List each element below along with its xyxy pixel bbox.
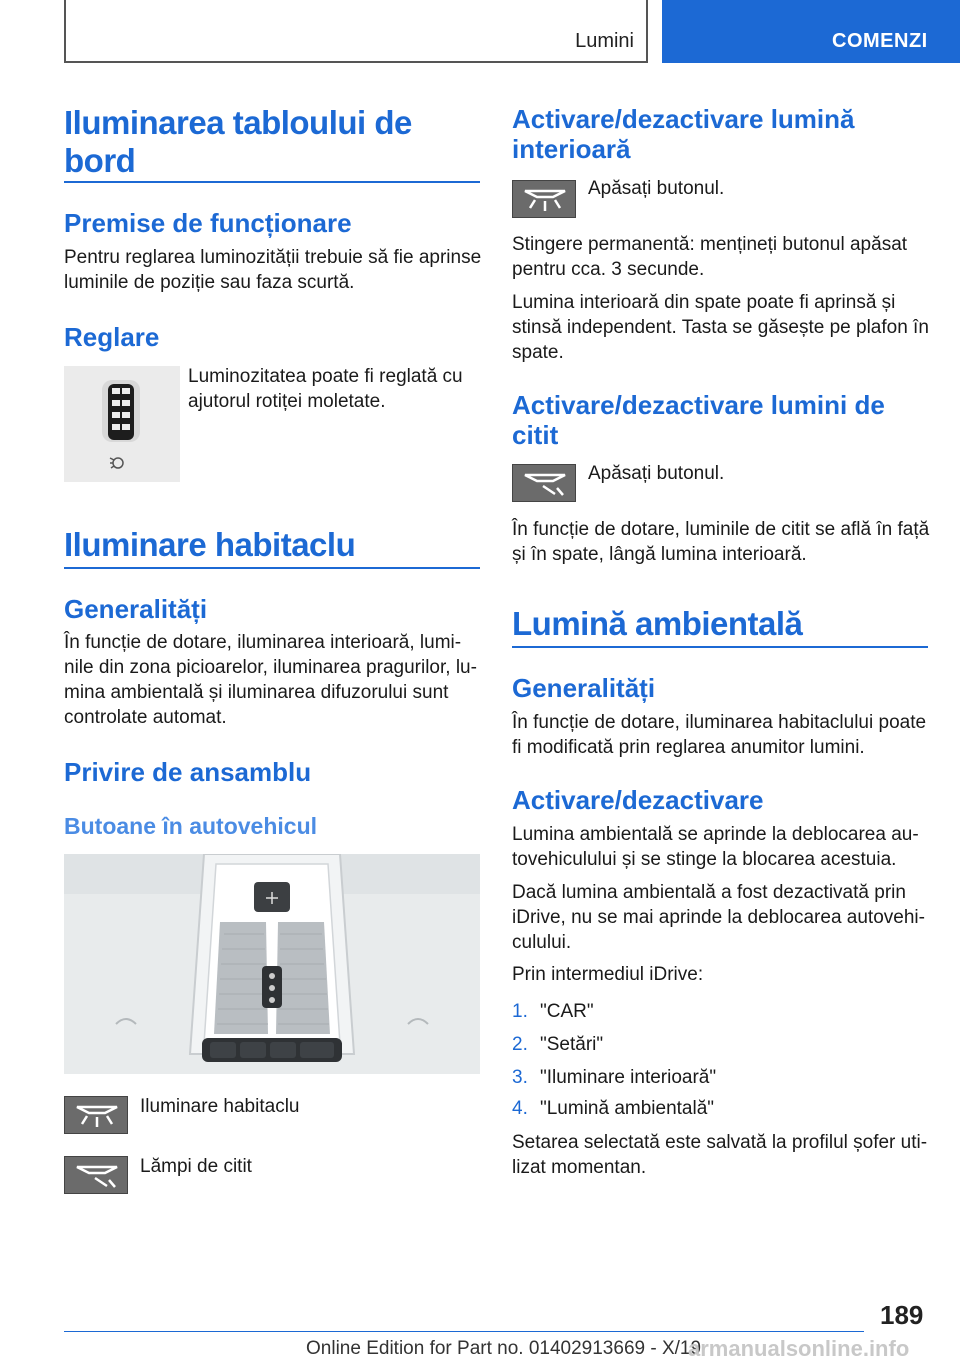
activare-text-2: Dacă lumina ambientală a fost dezactivată prin iDrive, nu se mai aprinde la deblocarea autovehi-culului. bbox=[512, 882, 925, 953]
heading-premise: Premise de funcționare bbox=[64, 208, 352, 238]
page-number: 189 bbox=[880, 1300, 924, 1330]
heading-butoane: Butoane în autovehicul bbox=[64, 813, 318, 839]
title-iluminare-habitaclu: Iluminare habitaclu bbox=[64, 526, 356, 563]
reading-light-button-icon bbox=[512, 464, 576, 502]
title-rule bbox=[64, 181, 480, 183]
icon2-label: Lămpi de citit bbox=[140, 1156, 252, 1177]
step-text: "Lumină ambientală" bbox=[540, 1098, 715, 1119]
step-text: "Setări" bbox=[540, 1034, 604, 1055]
step-number: 4. bbox=[512, 1098, 528, 1119]
step-number: 2. bbox=[512, 1034, 528, 1055]
heading-generalitati-right: Generalități bbox=[512, 673, 656, 703]
apasati-text-1: Apăsați butonul. bbox=[588, 178, 725, 199]
citit-text: În funcție de dotare, luminile de citit se află în față și în spate, lângă lumina interioară. bbox=[512, 519, 930, 565]
reading-light-icon bbox=[64, 1156, 128, 1194]
heading-privire: Privire de ansamblu bbox=[64, 757, 312, 787]
step-number: 3. bbox=[512, 1067, 528, 1088]
footer-rule bbox=[64, 1331, 864, 1332]
heading-reglare: Reglare bbox=[64, 322, 160, 352]
icon1-label: Iluminare habitaclu bbox=[140, 1096, 300, 1117]
step-text: "CAR" bbox=[540, 1001, 594, 1022]
ambientala-rule bbox=[512, 646, 928, 648]
step-number: 1. bbox=[512, 1001, 528, 1022]
heading-activare-citit: Activare/dezactivare lumini de citit bbox=[512, 390, 885, 450]
idrive-text: Prin intermediul iDrive: bbox=[512, 964, 704, 985]
habitaclu-rule bbox=[64, 567, 480, 569]
header-section-tab bbox=[64, 0, 648, 63]
watermark: armanualsonline.info bbox=[688, 1336, 910, 1361]
generalitati-text-right: În funcție de dotare, iluminarea habitaclului poate fi modificată prin reglarea anumitor lumini. bbox=[512, 712, 927, 758]
final-text: Setarea selectată este salvată la profilul șofer uti-lizat momentan. bbox=[512, 1132, 928, 1178]
heading-activare-interioara: Activare/dezactivare lumină interioară bbox=[512, 104, 855, 164]
dimmer-wheel-image bbox=[64, 366, 180, 482]
premise-text: Pentru reglarea luminozității trebuie să fie aprinse luminile de poziție sau faza scurtă. bbox=[64, 247, 482, 293]
reglare-text: Luminozitatea poate fi reglată cu ajutorul rotiței moletate. bbox=[188, 366, 463, 412]
footer-edition: Online Edition for Part no. 01402913669 - X/19 bbox=[306, 1338, 702, 1359]
title-lumina-ambientala: Lumină ambientală bbox=[512, 605, 803, 642]
header-chapter-label: COMENZI bbox=[832, 30, 928, 52]
roof-console-image bbox=[64, 854, 480, 1074]
title-iluminarea-tabloului: Iluminarea tabloului de bord bbox=[64, 104, 412, 179]
generalitati-text-left: În funcție de dotare, iluminarea interioară, lumi-nile din zona picioarelor, iluminarea pragurilor, lu-mina ambientală și iluminarea difuzorului sunt controlate automat. bbox=[64, 632, 477, 728]
activare-text-1: Lumina ambientală se aprinde la deblocarea au-tovehiculului și se stinge la blocarea acestuia. bbox=[512, 824, 919, 870]
stingere-text: Stingere permanentă: mențineți butonul apăsat pentru cca. 3 secunde. bbox=[512, 234, 908, 280]
heading-generalitati-left: Generalități bbox=[64, 594, 208, 624]
spate-text: Lumina interioară din spate poate fi aprinsă și stinsă independent. Tasta se găsește pe plafon în spate. bbox=[512, 292, 929, 363]
interior-light-button-icon bbox=[512, 180, 576, 218]
header-chapter-tab bbox=[662, 0, 960, 63]
step-text: "Iluminare interioară" bbox=[540, 1067, 717, 1088]
apasati-text-2: Apăsați butonul. bbox=[588, 463, 725, 484]
header-section-label: Lumini bbox=[575, 30, 634, 52]
heading-activare-dezactivare: Activare/dezactivare bbox=[512, 785, 764, 815]
interior-light-icon bbox=[64, 1096, 128, 1134]
